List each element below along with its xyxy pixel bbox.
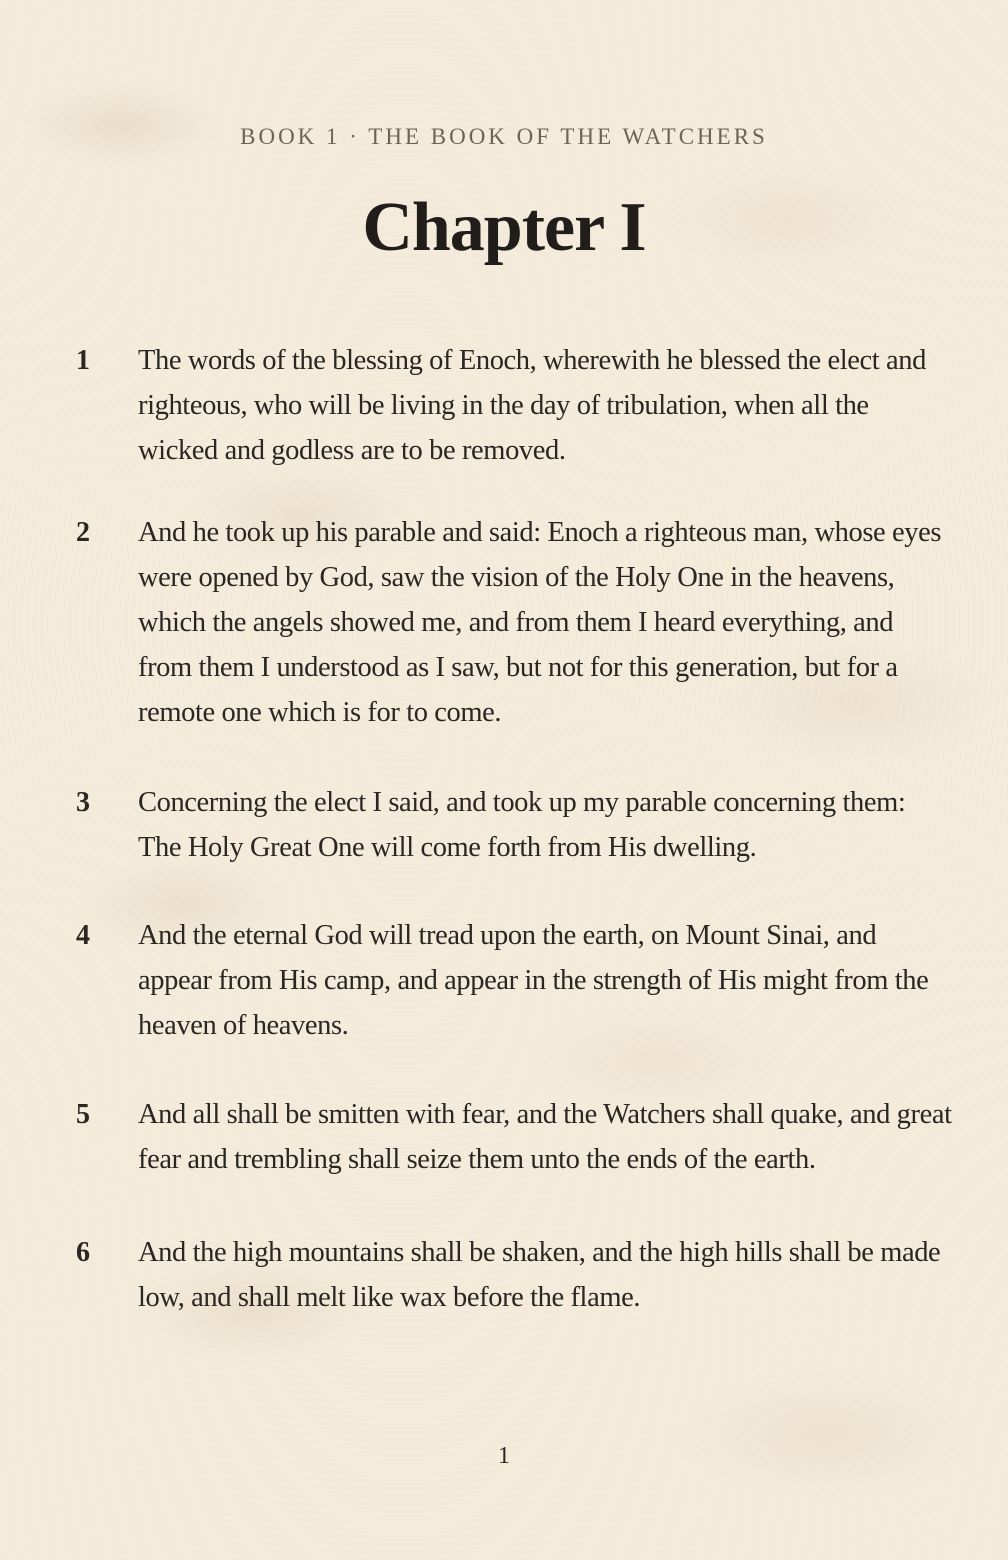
- verse-text: And all shall be smitten with fear, and the Watchers shall quake, and great fear and trembling shall seize them unto the ends of the earth.: [138, 1099, 952, 1175]
- verse-text: The words of the blessing of Enoch, wherewith he blessed the elect and righteous, who will be living in the day of tribulation, when all the wicked and godless are to be removed.: [138, 345, 926, 466]
- verse-3: [0, 780, 1008, 870]
- page-number: 1: [498, 1443, 510, 1469]
- verse-number: 2: [76, 517, 90, 548]
- book-title: BOOK 1 · THE BOOK OF THE WATCHERS: [240, 124, 768, 149]
- verse-5: [0, 1092, 1008, 1182]
- verse-list: [0, 338, 1008, 1320]
- verse-number: 3: [76, 787, 90, 818]
- chapter-title: Chapter I: [362, 189, 646, 266]
- verse-text: Concerning the elect I said, and took up my parable concerning them: The Holy Great One will come forth from His dwelling.: [138, 787, 906, 863]
- verse-text: And he took up his parable and said: Enoch a righteous man, whose eyes were opened by God, saw the vision of the Holy One in the heavens, which the angels showed me, and from them I heard everything, and from them I understood as I saw, but not for this generation, but for a remote one which is for to come.: [138, 517, 942, 728]
- verse-number: 5: [76, 1099, 90, 1130]
- verse-number: 4: [76, 920, 90, 951]
- verse-number: 6: [76, 1237, 90, 1268]
- verse-number: 1: [76, 345, 90, 376]
- verse-1: [0, 338, 1008, 468]
- verse-text: And the eternal God will tread upon the earth, on Mount Sinai, and appear from His camp, and appear in the strength of His might from the heaven of heavens.: [138, 920, 929, 1041]
- verse-4: [0, 913, 1008, 1048]
- verse-6: [0, 1230, 1008, 1320]
- verse-2: [0, 510, 1008, 780]
- verse-text: And the high mountains shall be shaken, and the high hills shall be made low, and shall melt like wax before the flame.: [138, 1237, 941, 1313]
